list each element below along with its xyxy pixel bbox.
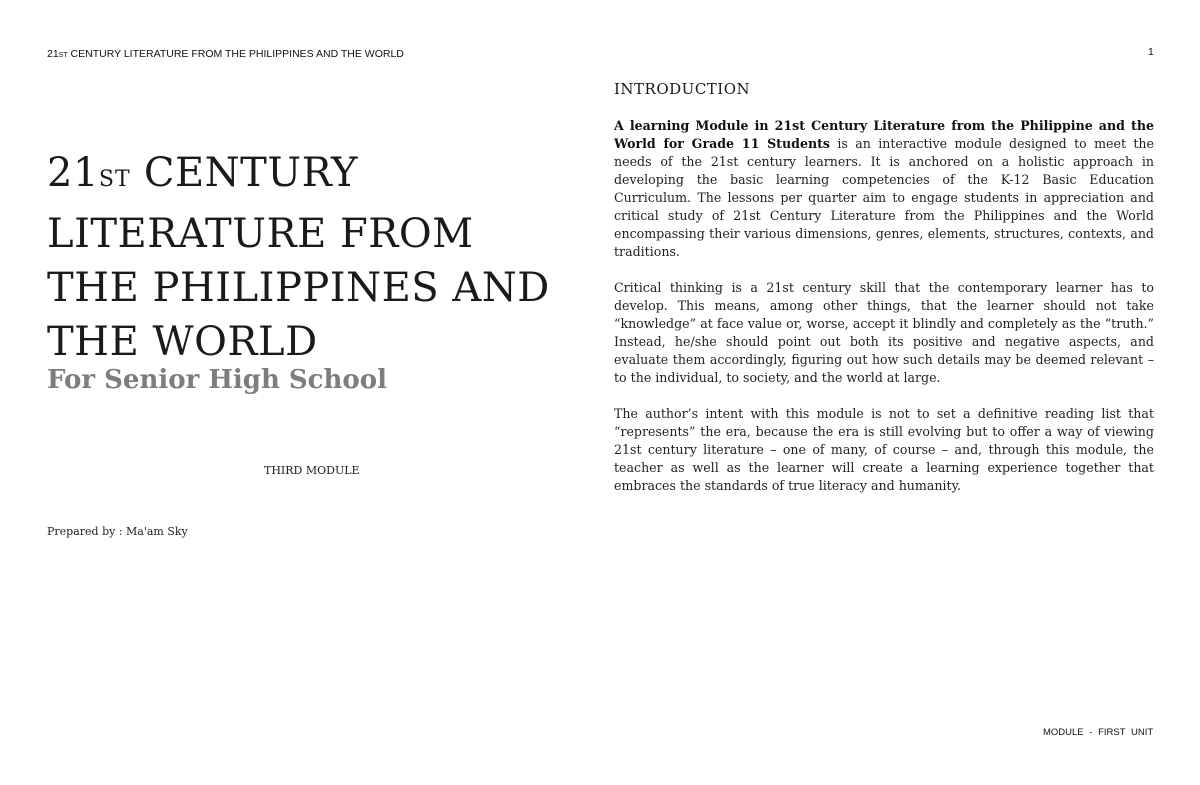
title-line1-rest: CENTURY <box>130 150 358 196</box>
introduction-paragraph-1 <box>614 117 1154 261</box>
title-line2: LITERATURE FROM <box>47 211 474 257</box>
title-line3: THE PHILIPPINES AND <box>47 265 550 311</box>
document-subtitle: For Senior High School <box>47 365 387 395</box>
introduction-paragraph-1-bold: A learning Module in 21st Century Literature from the Philippine and the World for Grade 11 Students <box>614 118 1154 151</box>
page-footer: MODULE - FIRST UNIT <box>1043 727 1154 738</box>
running-header-prefix: 21 <box>47 48 59 60</box>
title-line4: THE WORLD <box>47 319 318 365</box>
module-label: THIRD MODULE <box>264 464 360 477</box>
page-number: 1 <box>1148 46 1154 58</box>
introduction-paragraph-1-text: is an interactive module designed to meet the needs of the 21st century learners. It is anchored on a holistic approach in developing the basic learning competencies of the K-12 Basic Education Curriculum. The lessons per quarter aim to engage students in appreciation and critical study of 21st Century Literature from the Philippines and the World encompassing their various dimensions, genres, elements, structures, contexts, and traditions. <box>614 136 1154 259</box>
running-header-sup: ST <box>58 52 68 59</box>
introduction-paragraph-3: The author’s intent with this module is not to set a definitive reading list that “represents” the era, because the era is still evolving but to offer a way of viewing 21st century literature – one of many, of course – and, through this module, the teacher as well as the learner will create a learning experience together that embraces the standards of true literacy and humanity. <box>614 406 1154 493</box>
running-header <box>47 48 404 60</box>
running-header-text: CENTURY LITERATURE FROM THE PHILIPPINES AND THE WORLD <box>67 48 404 60</box>
document-title <box>47 146 607 369</box>
introduction-paragraph-2: Critical thinking is a 21st century skill that the contemporary learner has to develop. This means, among other things, that the learner should not take “knowledge” at face value or, worse, accept it blindly and completely as the “truth.” Instead, he/she should point out both its positive and negative aspects, and evaluate them accordingly, figuring out how such details may be deemed relevant – to the individual, to society, and the world at large. <box>614 280 1154 385</box>
introduction-body <box>614 117 1154 513</box>
title-superscript: ST <box>98 167 131 192</box>
prepared-by: Prepared by : Ma'am Sky <box>47 525 188 538</box>
introduction-heading: INTRODUCTION <box>614 80 751 98</box>
title-prefix: 21 <box>47 150 99 196</box>
